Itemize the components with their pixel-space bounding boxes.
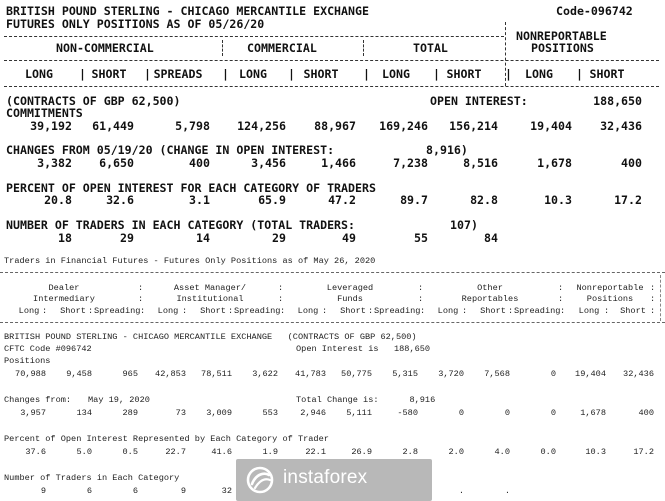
value-cell: 65.9: [258, 193, 286, 207]
value-cell: 0: [504, 408, 510, 418]
col-divider: :: [418, 294, 424, 304]
value-cell: 70,988: [15, 369, 46, 379]
watermark-text: instaforex: [283, 467, 368, 488]
sub-header: Spreading: [514, 306, 561, 316]
value-cell: 0: [458, 408, 464, 418]
col-divider: :: [368, 306, 374, 316]
value-cell: 19,404: [530, 119, 572, 133]
value-cell: 2.8: [402, 447, 418, 457]
divider: [0, 322, 665, 323]
changes-label: CHANGES FROM 05/19/20 (CHANGE IN OPEN INTEREST:: [6, 143, 335, 157]
tff-traders-label: Number of Traders in Each Category: [4, 473, 180, 483]
value-cell: 20.8: [44, 193, 72, 207]
tff-title: Traders in Financial Futures - Futures Only Positions as of May 26, 2020: [4, 256, 376, 266]
open-interest-label: OPEN INTEREST:: [430, 94, 528, 108]
value-cell: 5.0: [76, 447, 92, 457]
col-divider: :: [462, 306, 468, 316]
value-cell: 61,449: [92, 119, 134, 133]
col-divider: :: [558, 294, 564, 304]
col-divider: :: [560, 306, 566, 316]
nonreportable-header-2: POSITIONS: [531, 41, 594, 55]
value-cell: 10.3: [585, 447, 606, 457]
percent-label: PERCENT OF OPEN INTEREST FOR EACH CATEGORY OF TRADERS: [6, 181, 376, 195]
col-divider: :: [182, 306, 188, 316]
value-cell: 124,256: [237, 119, 286, 133]
value-cell: .: [504, 486, 510, 496]
col-header: SHORT: [91, 67, 127, 81]
open-interest-value: 188,650: [593, 94, 642, 108]
col-divider: :: [420, 306, 426, 316]
col-divider: :: [280, 306, 286, 316]
value-cell: 41.6: [211, 447, 232, 457]
value-cell: 134: [76, 408, 92, 418]
value-cell: 89.7: [400, 193, 428, 207]
value-cell: .: [458, 486, 464, 496]
value-cell: 88,967: [314, 119, 356, 133]
sub-header: Long: [578, 306, 600, 316]
value-cell: 32.6: [106, 193, 134, 207]
sub-header: Short: [340, 306, 366, 316]
changes-from-label: Changes from:: [4, 395, 72, 405]
col-divider: :: [138, 294, 144, 304]
value-cell: 9: [180, 486, 186, 496]
group-header: Reportables: [461, 294, 519, 304]
group-separator: [222, 40, 223, 56]
noncommercial-header: NON-COMMERCIAL: [56, 41, 154, 55]
group-header: Asset Manager/: [173, 283, 247, 293]
value-cell: 553: [262, 408, 278, 418]
value-cell: 289: [122, 408, 138, 418]
value-cell: 26.9: [351, 447, 372, 457]
group-header: Funds: [337, 294, 363, 304]
col-divider: :: [650, 294, 656, 304]
sub-header: Long: [157, 306, 179, 316]
value-cell: 400: [638, 408, 654, 418]
value-cell: 55: [414, 231, 428, 245]
nonreportable-header: NONREPORTABLE: [516, 29, 607, 43]
value-cell: 32: [221, 486, 232, 496]
group-header: Positions: [586, 294, 634, 304]
divider: [4, 36, 504, 37]
value-cell: 14: [196, 231, 210, 245]
value-cell: 84: [484, 231, 498, 245]
value-cell: 6: [132, 486, 138, 496]
col-divider: |: [433, 67, 440, 81]
positions-label: Positions: [4, 356, 51, 366]
group-header: Other: [477, 283, 503, 293]
value-cell: 1,466: [321, 156, 356, 170]
divider: [4, 86, 659, 87]
col-header: LONG: [25, 67, 53, 81]
value-cell: 32,436: [623, 369, 654, 379]
value-cell: 156,214: [449, 119, 498, 133]
value-cell: -580: [397, 408, 418, 418]
value-cell: 400: [621, 156, 642, 170]
col-divider: :: [650, 306, 656, 316]
sub-header: Long: [297, 306, 319, 316]
value-cell: 5,798: [175, 119, 210, 133]
group-separator: [363, 40, 364, 56]
col-divider: |: [222, 67, 229, 81]
value-cell: 82.8: [470, 193, 498, 207]
col-header: SPREADS: [153, 67, 203, 81]
group-header: Nonreportable: [576, 283, 644, 293]
sub-header: Spreading: [374, 306, 421, 316]
value-cell: 29: [120, 231, 134, 245]
group-header: Institutional: [176, 294, 244, 304]
value-cell: 8,516: [463, 156, 498, 170]
value-cell: 73: [175, 408, 186, 418]
col-divider: :: [228, 306, 234, 316]
value-cell: 78,511: [201, 369, 232, 379]
market-code: Code-096742: [556, 4, 633, 18]
value-cell: 5,111: [346, 408, 372, 418]
sub-header: Short: [620, 306, 646, 316]
value-cell: 3,622: [252, 369, 278, 379]
value-cell: 0.0: [540, 447, 556, 457]
value-cell: 3,720: [438, 369, 464, 379]
traders-label: NUMBER OF TRADERS IN EACH CATEGORY (TOTAL TRADERS:: [6, 218, 356, 232]
col-divider: |: [79, 67, 86, 81]
col-divider: :: [322, 306, 328, 316]
traders-total: 107): [450, 218, 478, 232]
value-cell: 2.0: [448, 447, 464, 457]
report-subtitle: FUTURES ONLY POSITIONS AS OF 05/26/20: [6, 17, 265, 31]
changes-open-interest: 8,916): [426, 143, 468, 157]
value-cell: 49: [342, 231, 356, 245]
col-divider: |: [576, 67, 583, 81]
divider: [4, 60, 659, 61]
value-cell: 42,853: [155, 369, 186, 379]
value-cell: 4.0: [494, 447, 510, 457]
value-cell: 17.2: [614, 193, 642, 207]
value-cell: 7,238: [393, 156, 428, 170]
value-cell: 18: [58, 231, 72, 245]
sub-header: Short: [200, 306, 226, 316]
col-divider: :: [278, 283, 284, 293]
value-cell: 9: [40, 486, 46, 496]
total-header: TOTAL: [413, 41, 448, 55]
value-cell: 3.1: [189, 193, 210, 207]
divider: [0, 272, 665, 273]
sub-header: Long: [18, 306, 40, 316]
value-cell: 3,957: [20, 408, 46, 418]
value-cell: 169,246: [379, 119, 428, 133]
contracts-label: (CONTRACTS OF GBP 62,500): [6, 94, 181, 108]
value-cell: 29: [272, 231, 286, 245]
col-divider: :: [508, 306, 514, 316]
value-cell: 7,568: [484, 369, 510, 379]
group-header: Intermediary: [33, 294, 95, 304]
tff-cftc-code: CFTC Code #096742: [4, 344, 92, 354]
value-cell: 0.5: [122, 447, 138, 457]
value-cell: 1.9: [262, 447, 278, 457]
col-divider: :: [278, 294, 284, 304]
value-cell: 22.1: [305, 447, 326, 457]
col-divider: |: [505, 67, 512, 81]
instaforex-logo-icon: [246, 466, 274, 494]
sub-header: Short: [480, 306, 506, 316]
value-cell: 37.6: [25, 447, 46, 457]
value-cell: 22.7: [165, 447, 186, 457]
value-cell: 50,775: [341, 369, 372, 379]
value-cell: 400: [189, 156, 210, 170]
commitments-label: COMMITMENTS: [6, 106, 83, 120]
col-header: LONG: [382, 67, 410, 81]
value-cell: 0: [550, 408, 556, 418]
group-header: Dealer: [48, 283, 80, 293]
changes-from-date: May 19, 2020: [88, 395, 150, 405]
col-divider: :: [604, 306, 610, 316]
value-cell: 41,783: [295, 369, 326, 379]
sub-header: Spreading: [234, 306, 281, 316]
col-divider: :: [88, 306, 94, 316]
value-cell: 10.3: [544, 193, 572, 207]
value-cell: 19,404: [575, 369, 606, 379]
value-cell: 3,456: [251, 156, 286, 170]
col-divider: |: [144, 67, 151, 81]
col-divider: :: [650, 283, 656, 293]
commercial-header: COMMERCIAL: [247, 41, 317, 55]
col-header: SHORT: [303, 67, 339, 81]
value-cell: 2,946: [300, 408, 326, 418]
sub-header: Long: [437, 306, 459, 316]
col-divider: |: [363, 67, 370, 81]
value-cell: 3,009: [206, 408, 232, 418]
col-divider: |: [288, 67, 295, 81]
col-divider: :: [42, 306, 48, 316]
report-title: BRITISH POUND STERLING - CHICAGO MERCANTILE EXCHANGE: [6, 4, 369, 18]
value-cell: 39,192: [30, 119, 72, 133]
value-cell: 9,458: [66, 369, 92, 379]
col-divider: :: [418, 283, 424, 293]
col-header: SHORT: [446, 67, 482, 81]
col-header: SHORT: [589, 67, 625, 81]
tff-open-interest: Open Interest is 188,650: [296, 344, 431, 354]
sub-header: Spreading: [94, 306, 141, 316]
col-divider: :: [558, 283, 564, 293]
value-cell: 32,436: [600, 119, 642, 133]
col-header: LONG: [239, 67, 267, 81]
value-cell: 5,315: [392, 369, 418, 379]
col-divider: :: [138, 283, 144, 293]
value-cell: 6: [86, 486, 92, 496]
group-header: Leveraged: [326, 283, 374, 293]
legacy-cot-report: [0, 0, 665, 246]
value-cell: 3,382: [37, 156, 72, 170]
value-cell: 1,678: [537, 156, 572, 170]
value-cell: 17.2: [633, 447, 654, 457]
value-cell: 965: [122, 369, 138, 379]
value-cell: 6,650: [99, 156, 134, 170]
tff-percent-label: Percent of Open Interest Represented by Each Category of Trader: [4, 434, 329, 444]
total-change: Total Change is: 8,916: [296, 395, 436, 405]
col-divider: :: [140, 306, 146, 316]
tff-market-line: BRITISH POUND STERLING - CHICAGO MERCANTILE EXCHANGE (CONTRACTS OF GBP 62,500): [4, 332, 417, 342]
column-separator: [660, 275, 661, 321]
value-cell: 0: [550, 369, 556, 379]
value-cell: 1,678: [580, 408, 606, 418]
value-cell: 47.2: [328, 193, 356, 207]
col-header: LONG: [525, 67, 553, 81]
sub-header: Short: [60, 306, 86, 316]
